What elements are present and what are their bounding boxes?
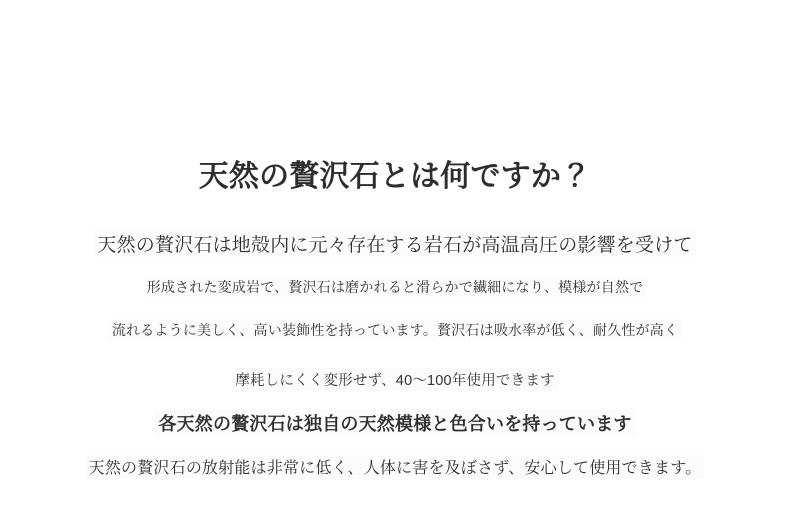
paragraph-line [0, 454, 790, 479]
page-title: 天然の贅沢石とは何ですか？ [198, 160, 592, 194]
paragraph-line [0, 229, 790, 258]
paragraph-text: 各天然の贅沢石は独自の天然模様と色合いを持っています [154, 409, 635, 437]
paragraph-text: 流れるように美しく、高い装飾性を持っています。贅沢石は吸水率が低く、耐久性が高く [108, 319, 682, 341]
paragraph-line [0, 409, 790, 437]
paragraph-line [0, 319, 790, 341]
paragraph-text: 摩耗しにくく変形せず、40〜100年使用できます [231, 368, 558, 391]
paragraph-line [0, 276, 790, 298]
paragraph-text: 天然の贅沢石の放射能は非常に低く、人体に害を及ぼさず、安心して使用できます。 [85, 454, 706, 479]
paragraph-text: 天然の贅沢石は地殻内に元々存在する岩石が高温高圧の影響を受けて [93, 229, 696, 258]
paragraph-line [0, 368, 790, 391]
paragraph-text: 形成された変成岩で、贅沢石は磨かれると滑らかで繊細になり、模様が自然で [143, 276, 648, 298]
